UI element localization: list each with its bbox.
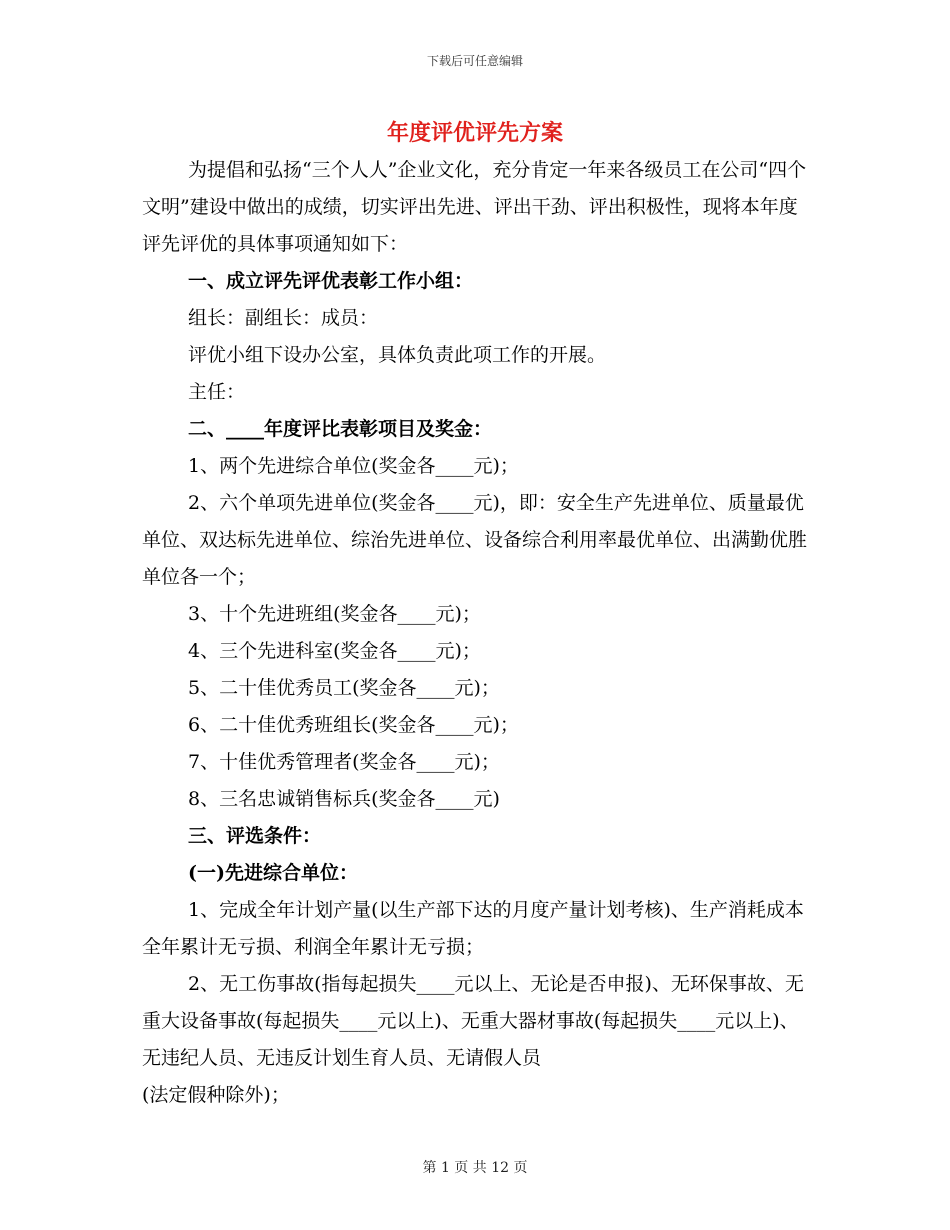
award-item-1: 1、两个先进综合单位(奖金各____元)； <box>188 455 519 477</box>
criteria-item-2-continued: (法定假种除外)； <box>142 1084 290 1106</box>
award-item-4: 4、三个先进科室(奖金各____元)； <box>188 640 481 662</box>
page-header: 下载后可任意编辑 <box>426 54 523 68</box>
group-members-line: 组长：副组长：成员： <box>188 307 379 329</box>
section-heading-2: 二、____年度评比表彰项目及奖金： <box>188 418 493 440</box>
criteria-item-2: 2、无工伤事故(指每起损失____元以上、无论是否申报)、无环保事故、无重大设备事故(每起损失____元以上)、无重大器材事故(每起损失____元以上)、无违纪人员、无违反计划生育人员、无请假人员 <box>142 973 804 1069</box>
subsection-heading-1: (一)先进综合单位： <box>188 862 358 884</box>
page-footer: 第 1 页 共 12 页 <box>422 1160 528 1176</box>
office-line: 评优小组下设办公室，具体负责此项工作的开展。 <box>188 344 607 366</box>
award-item-3: 3、十个先进班组(奖金各____元)； <box>188 603 481 625</box>
intro-paragraph: 为提倡和弘扬“三个人人”企业文化，充分肯定一年来各级员工在公司“四个文明”建设中做出的成绩，切实评出先进、评出干劲、评出积极性，现将本年度评先评优的具体事项通知如下： <box>142 159 807 255</box>
section-heading-3: 三、评选条件： <box>188 825 322 847</box>
document-title: 年度评优评先方案 <box>386 120 563 146</box>
director-line: 主任： <box>188 381 246 403</box>
award-item-2: 2、六个单项先进单位(奖金各____元)，即：安全生产先进单位、质量最优单位、双达标先进单位、综治先进单位、设备综合利用率最优单位、出满勤优胜单位各一个； <box>142 492 808 588</box>
criteria-item-1: 1、完成全年计划产量(以生产部下达的月度产量计划考核)、生产消耗成本全年累计无亏损、利润全年累计无亏损； <box>142 899 804 958</box>
document-body <box>142 152 812 1114</box>
award-item-5: 5、二十佳优秀员工(奖金各____元)； <box>188 677 500 699</box>
award-item-7: 7、十佳优秀管理者(奖金各____元)； <box>188 751 500 773</box>
award-item-6: 6、二十佳优秀班组长(奖金各____元)； <box>188 714 519 736</box>
award-item-8: 8、三名忠诚销售标兵(奖金各____元) <box>188 788 500 810</box>
section-heading-1: 一、成立评先评优表彰工作小组： <box>188 270 474 292</box>
